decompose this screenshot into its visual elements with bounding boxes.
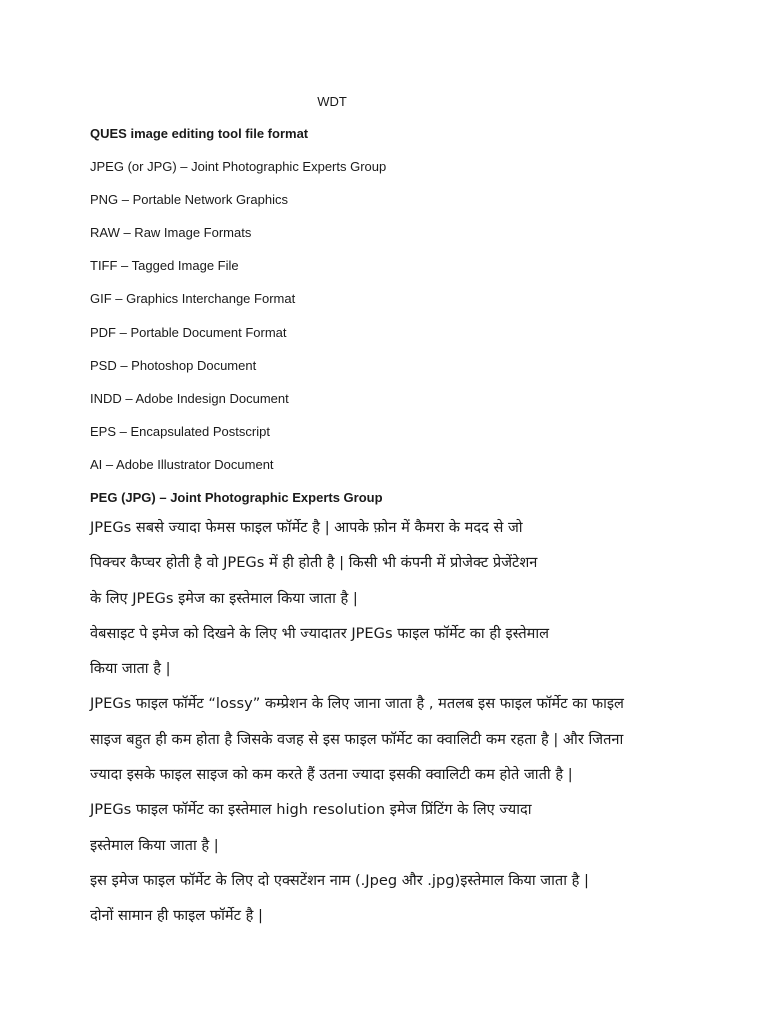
paragraph-line: साइज बहुत ही कम होता है जिसके वजह से इस फाइल फॉर्मेट का क्वालिटी कम रहता है | और जितना bbox=[90, 730, 624, 748]
format-item-tiff: TIFF – Tagged Image File bbox=[90, 258, 239, 274]
paragraph-line: इस्तेमाल किया जाता है | bbox=[90, 836, 219, 854]
jpeg-description bbox=[90, 518, 750, 942]
paragraph-line: JPEGs फाइल फॉर्मेट “lossy” कम्प्रेशन के लिए जाना जाता है , मतलब इस फाइल फॉर्मेट का फाइल bbox=[90, 695, 624, 713]
paragraph-line: के लिए JPEGs इमेज का इस्तेमाल किया जाता है | bbox=[90, 589, 358, 607]
format-list bbox=[90, 125, 690, 522]
format-item-ai: AI – Adobe Illustrator Document bbox=[90, 456, 274, 472]
paragraph-line: पिक्चर कैप्चर होती है वो JPEGs में ही होती है | किसी भी कंपनी में प्रोजेक्ट प्रेजेंटेशन bbox=[90, 554, 538, 572]
format-item-indd: INDD – Adobe Indesign Document bbox=[90, 390, 289, 406]
document-title: WDT bbox=[317, 94, 347, 109]
format-item-jpeg: JPEG (or JPG) – Joint Photographic Experts Group bbox=[90, 159, 387, 175]
format-item-gif: GIF – Graphics Interchange Format bbox=[90, 291, 296, 307]
section-heading: PEG (JPG) – Joint Photographic Experts Group bbox=[90, 490, 383, 506]
question-heading: QUES image editing tool file format bbox=[90, 126, 309, 141]
paragraph-line: ज्यादा इसके फाइल साइज को कम करते हैं उतना ज्यादा इसकी क्वालिटी कम होते जाती है | bbox=[90, 766, 573, 784]
format-item-eps: EPS – Encapsulated Postscript bbox=[90, 423, 270, 439]
paragraph-line: JPEGs सबसे ज्यादा फेमस फाइल फॉर्मेट है | आपके फ़ोन में कैमरा के मदद से जो bbox=[90, 519, 523, 536]
format-item-png: PNG – Portable Network Graphics bbox=[90, 192, 288, 208]
paragraph-line: वेबसाइट पे इमेज को दिखने के लिए भी ज्यादातर JPEGs फाइल फॉर्मेट का ही इस्तेमाल bbox=[90, 624, 550, 642]
format-item-psd: PSD – Photoshop Document bbox=[90, 357, 257, 373]
paragraph-line: JPEGs फाइल फॉर्मेट का इस्तेमाल high resolution इमेज प्रिंटिंग के लिए ज्यादा bbox=[90, 801, 532, 819]
paragraph-line: दोनों सामान ही फाइल फॉर्मेट है | bbox=[90, 907, 263, 925]
format-item-pdf: PDF – Portable Document Format bbox=[90, 324, 287, 340]
paragraph-line: किया जाता है | bbox=[90, 660, 171, 678]
format-item-raw: RAW – Raw Image Formats bbox=[90, 225, 252, 241]
paragraph-line: इस इमेज फाइल फॉर्मेट के लिए दो एक्सटेंशन नाम (.Jpeg और .jpg)इस्तेमाल किया जाता है | bbox=[90, 871, 589, 889]
